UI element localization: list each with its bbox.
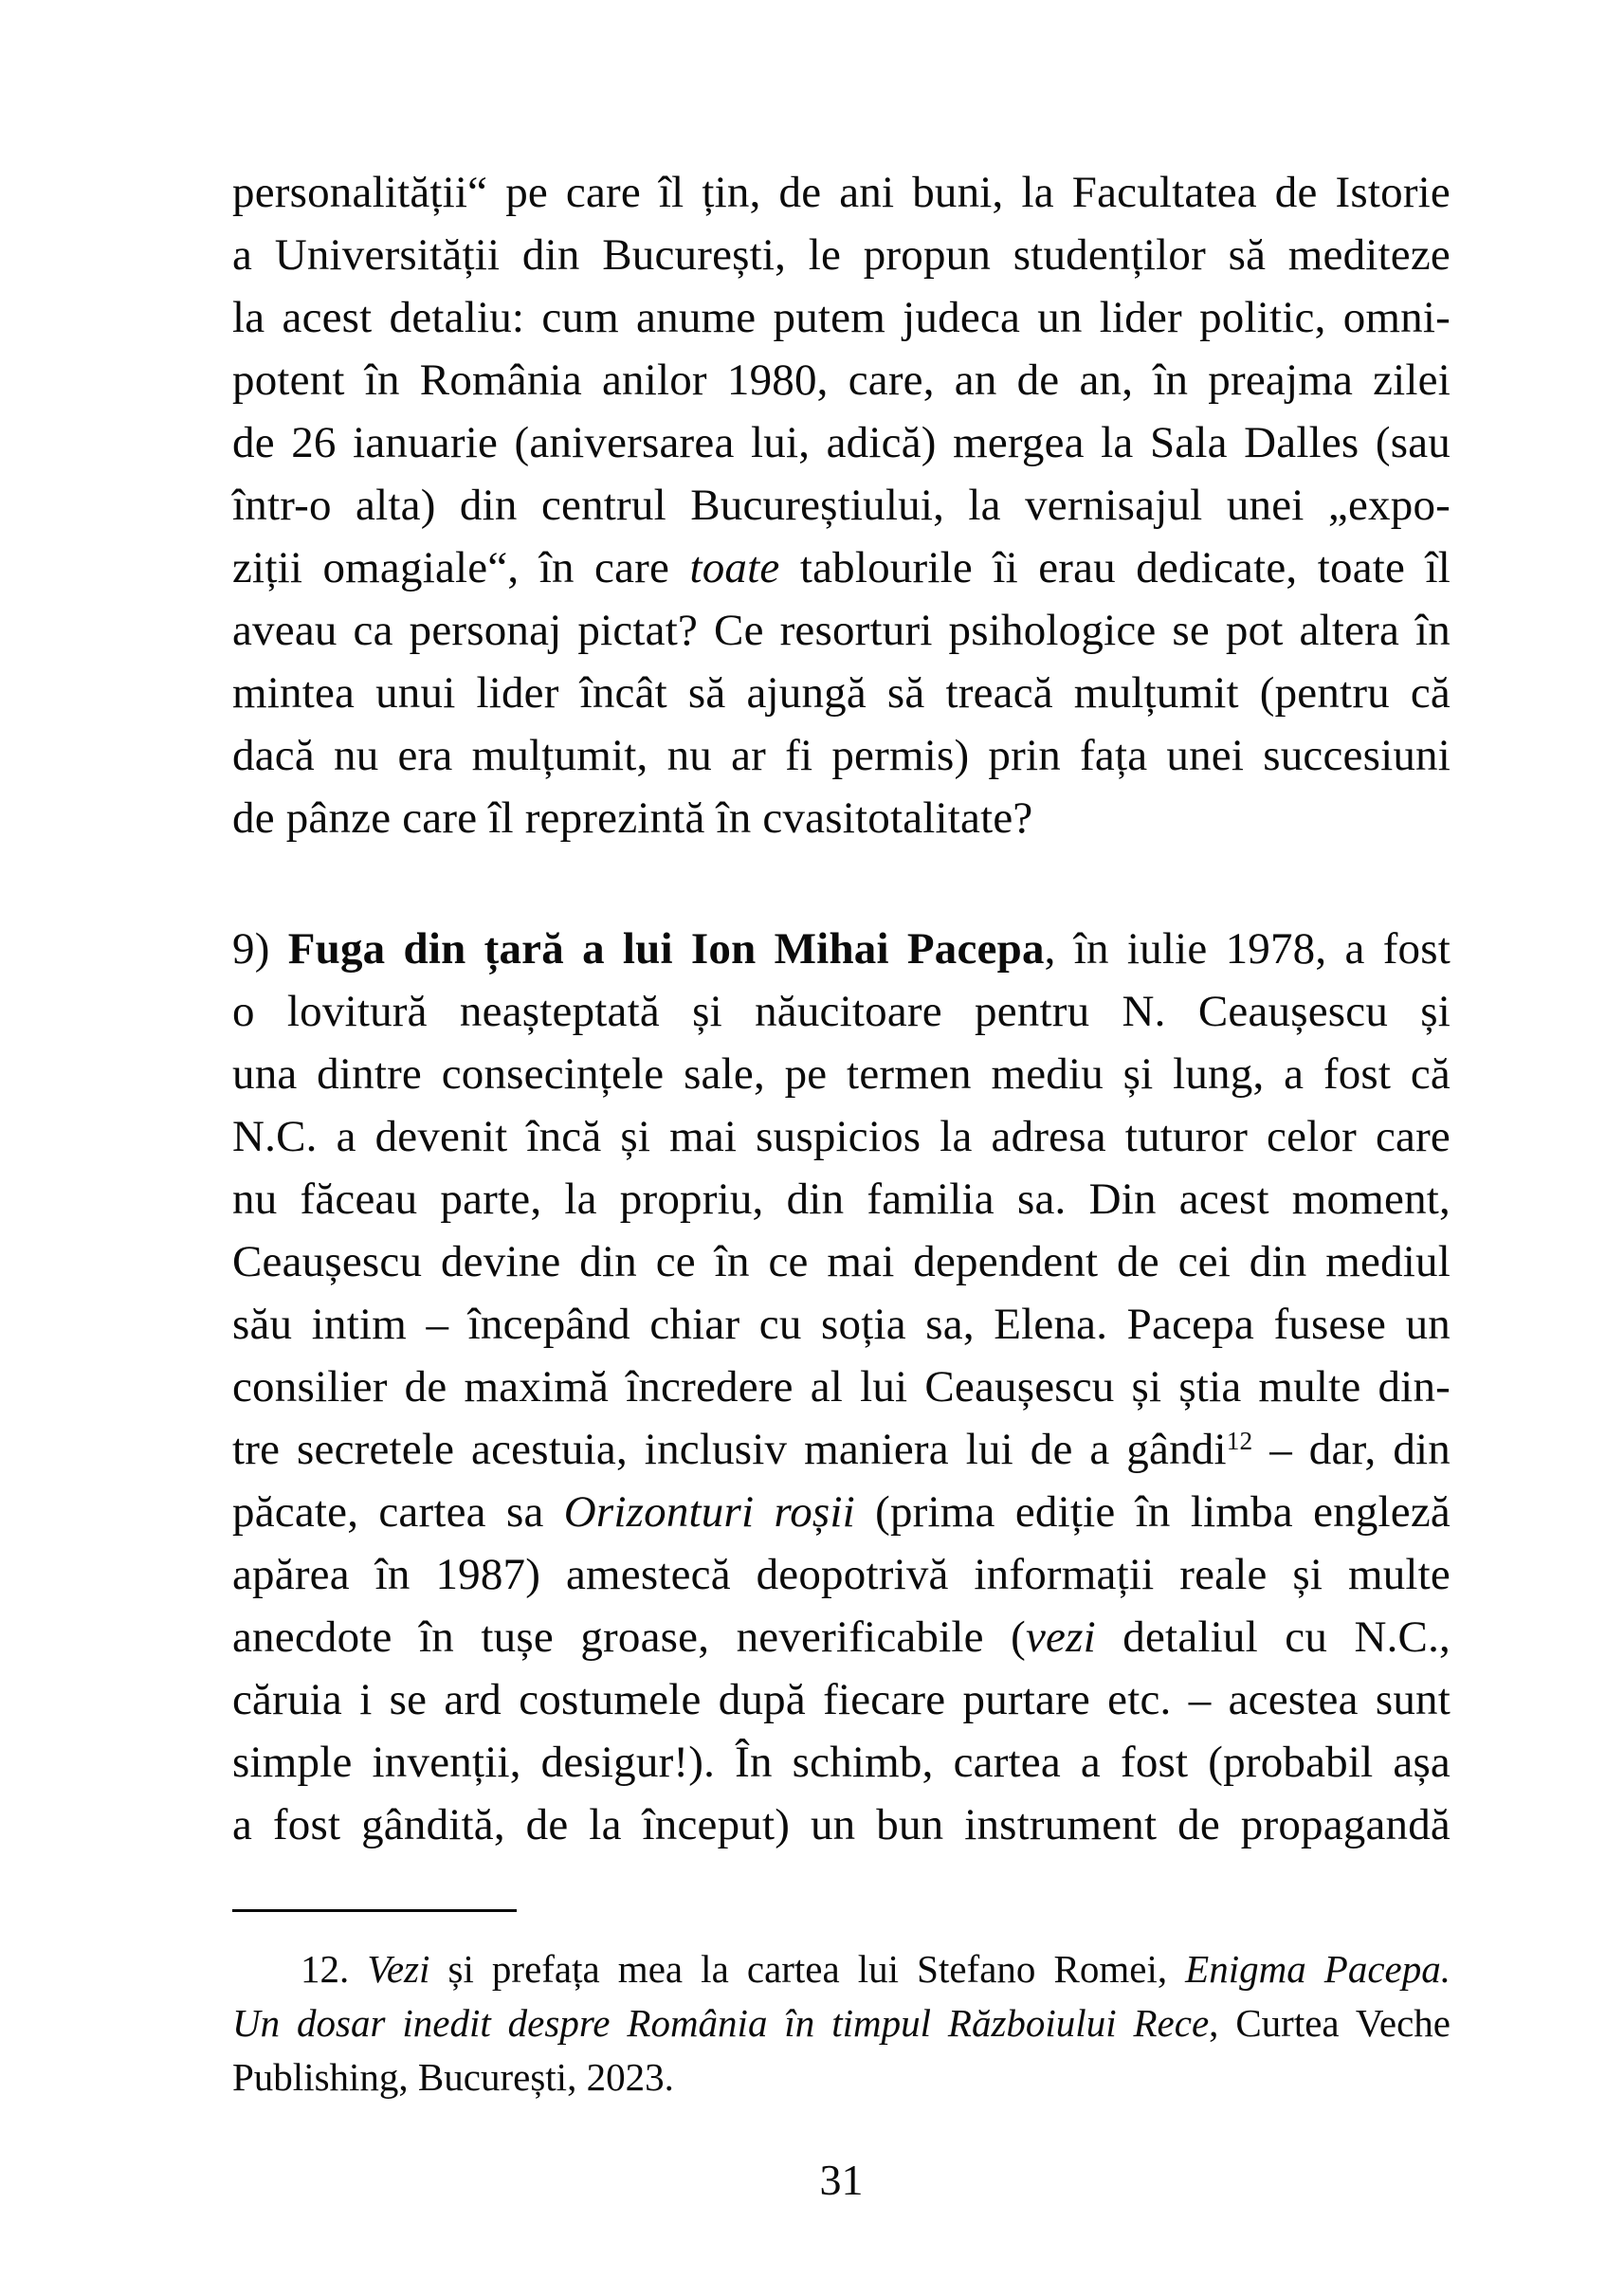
text-segment: , în iulie 1978, a fost [1044,924,1451,974]
text-segment: 12. [301,1947,368,1991]
text-segment: de pânze care îl reprezintă în cvasitotalitate? [232,793,1033,843]
text-line [232,1794,1451,1856]
text-line [232,411,1451,474]
text-segment: detaliul cu N.C., [1095,1612,1451,1662]
text-line [232,1996,1451,2050]
text-segment: Ceaușescu devine din ce în ce mai dependent de cei din mediul [232,1237,1451,1286]
text-line [232,286,1451,349]
text-line [232,980,1451,1043]
text-segment: anecdote în tușe groase, neverificabile ( [232,1612,1026,1662]
footnote [232,1942,1451,2104]
text-segment: Orizonturi roșii [563,1487,855,1537]
text-line [232,787,1451,849]
text-line [232,1731,1451,1794]
text-line [232,1942,1451,1996]
text-line [232,599,1451,662]
text-line [232,224,1451,286]
text-line [232,537,1451,599]
text-segment: Enigma Pacepa. [1185,1947,1451,1991]
text-line [232,662,1451,724]
text-line [232,1606,1451,1668]
text-segment: – dar, din [1252,1425,1451,1474]
text-segment: Fuga din țară a lui Ion Mihai Pacepa [287,924,1045,974]
text-segment: vezi [1026,1612,1096,1662]
text-segment: aveau ca personaj pictat? Ce resorturi psihologice se pot altera în [232,606,1451,655]
text-segment: (prima ediție în limba engleză [854,1487,1451,1537]
text-segment: a Universității din București, le propun studenților să mediteze [232,230,1451,280]
text-segment: simple invenții, desigur!). În schimb, cartea a fost (probabil așa [232,1738,1451,1787]
text-segment: mintea unui lider încât să ajungă să treacă mulțumit (pentru că [232,668,1451,718]
text-segment: apărea în 1987) amestecă deopotrivă informații reale și multe [232,1550,1451,1599]
text-line [232,1418,1451,1481]
text-segment: căruia i se ard costumele după fiecare purtare etc. – acestea sunt [232,1675,1451,1724]
text-line [232,1105,1451,1168]
text-line [232,349,1451,411]
text-segment: dacă nu era mulțumit, nu ar fi permis) prin fața unei succesiuni [232,731,1451,780]
text-line [232,474,1451,537]
text-line [232,1356,1451,1418]
text-line [232,724,1451,787]
text-segment: una dintre consecințele sale, pe termen mediu și lung, a fost că [232,1049,1451,1099]
text-segment: ziții omagiale“, în care [232,543,690,592]
text-segment: nu făceau parte, la propriu, din familia sa. Din acest moment, [232,1175,1451,1224]
paragraph-continuation [232,161,1451,849]
text-block [232,161,1451,2104]
page-number: 31 [819,2156,864,2204]
text-line [232,1230,1451,1293]
text-segment: păcate, cartea sa [232,1487,564,1537]
text-segment: Publishing, București, 2023. [232,2055,674,2099]
text-segment: a fost gândită, de la început) un bun instrument de propagandă [232,1800,1451,1849]
text-segment: N.C. a devenit încă și mai suspicios la adresa tuturor celor care [232,1112,1451,1161]
text-line [232,1168,1451,1230]
text-line [232,1043,1451,1105]
text-segment: tre secretele acestuia, inclusiv maniera lui de a gândi [232,1425,1227,1474]
text-segment: 9) [232,924,288,974]
text-segment: toate [689,543,780,592]
paragraph-item-9 [232,918,1451,1856]
text-line [232,1668,1451,1731]
text-segment: tablourile îi erau dedicate, toate îl [779,543,1451,592]
text-line [232,161,1451,224]
text-segment: o lovitură neașteptată și năucitoare pentru N. Ceaușescu și [232,987,1451,1036]
text-segment: și prefața mea la cartea lui Stefano Romei, [429,1947,1186,1991]
footnote-separator-rule [232,1909,517,1912]
text-line [232,1481,1451,1543]
text-line [232,918,1451,980]
text-segment: 12 [1226,1427,1253,1456]
text-segment: , Curtea Veche [1209,2001,1451,2045]
text-line [232,1293,1451,1356]
text-segment: la acest detaliu: cum anume putem judeca un lider politic, omni- [232,293,1451,342]
text-line [232,1543,1451,1606]
text-segment: consilier de maximă încredere al lui Ceaușescu și știa multe din- [232,1362,1451,1412]
text-line [232,2050,1451,2104]
text-segment: personalității“ pe care îl țin, de ani buni, la Facultatea de Istorie [232,168,1451,217]
text-segment: său intim – începând chiar cu soția sa, Elena. Pacepa fusese un [232,1300,1451,1349]
text-segment: Vezi [367,1947,430,1991]
text-segment: potent în România anilor 1980, care, an de an, în preajma zilei [232,355,1451,405]
text-segment: de 26 ianuarie (aniversarea lui, adică) mergea la Sala Dalles (sau [232,418,1451,467]
text-segment: într-o alta) din centrul Bucureștiului, la vernisajul unei „expo- [232,481,1451,530]
text-segment: Un dosar inedit despre România în timpul Războiului Rece [232,2001,1210,2045]
